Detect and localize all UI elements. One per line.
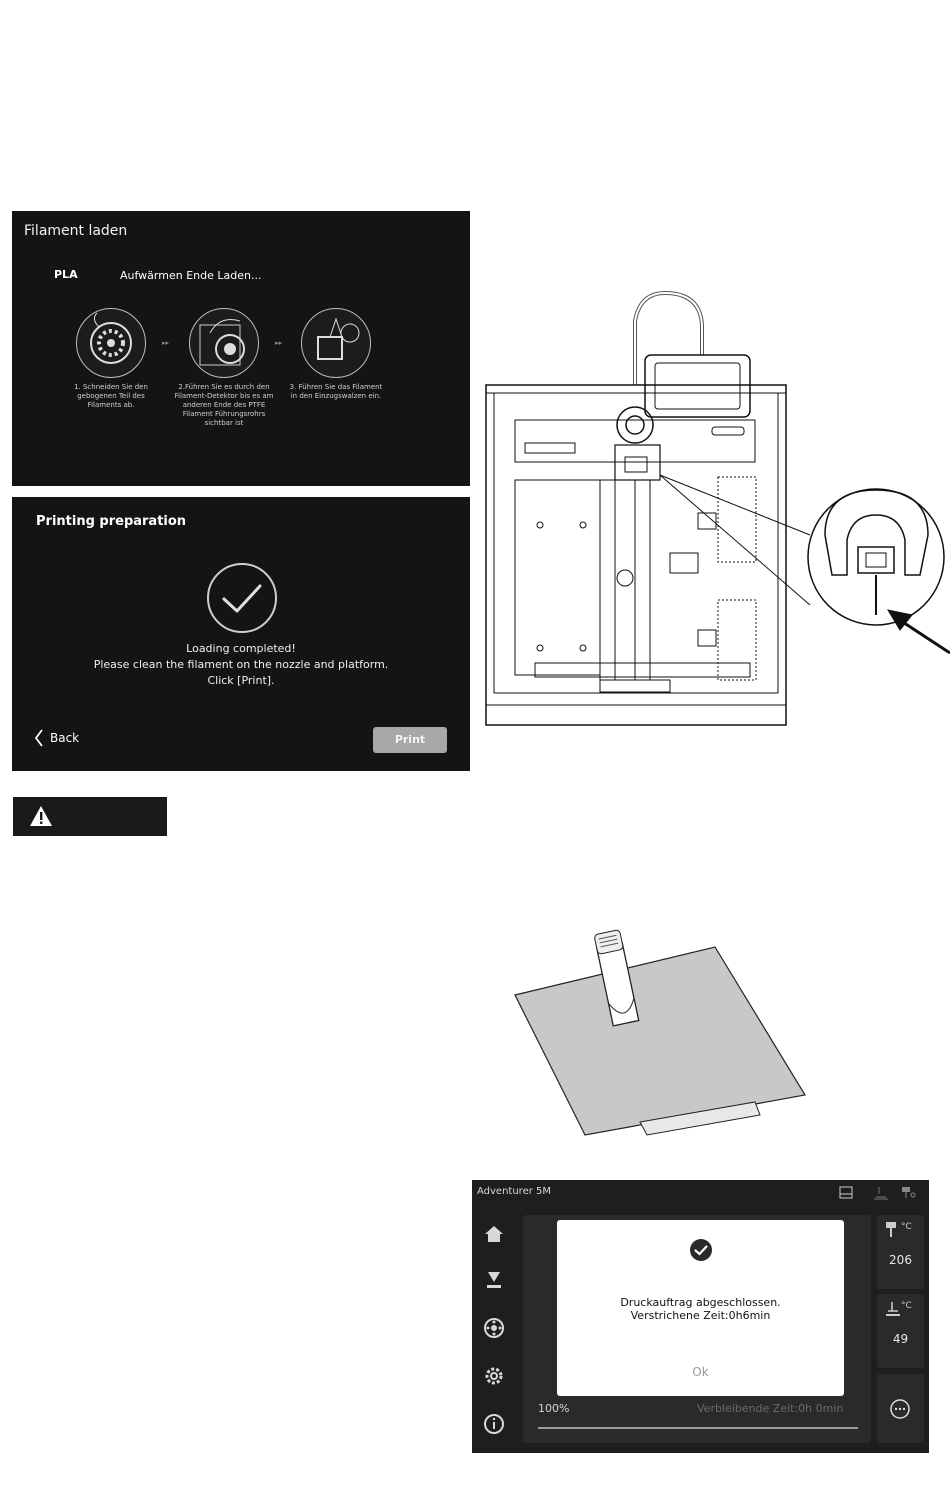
printer-touchscreen bbox=[472, 1180, 929, 1453]
bed-status-icon bbox=[872, 1185, 890, 1201]
more-icon bbox=[889, 1398, 911, 1420]
checkmark-icon bbox=[207, 563, 277, 633]
progress-percent: 100% bbox=[538, 1402, 570, 1415]
nozzle-temp-card[interactable] bbox=[877, 1215, 924, 1289]
step-2-illustration bbox=[189, 308, 259, 378]
nozzle-temp-unit: °C bbox=[901, 1222, 912, 1232]
bed-icon bbox=[884, 1300, 902, 1318]
step-1-illustration bbox=[76, 308, 146, 378]
remaining-time: Verbleibende Zeit:0h 0min bbox=[697, 1402, 844, 1415]
dialog-line1: Druckauftrag abgeschlossen. bbox=[620, 1296, 781, 1309]
bed-temp-value: 49 bbox=[892, 1332, 909, 1346]
more-card[interactable] bbox=[877, 1374, 924, 1443]
step-3-illustration bbox=[301, 308, 371, 378]
gear-icon[interactable] bbox=[482, 1364, 506, 1388]
step-arrow: ▸▸ bbox=[162, 339, 170, 347]
warning-icon bbox=[29, 805, 53, 827]
bed-temp-card[interactable] bbox=[877, 1294, 924, 1368]
panel-title: Filament laden bbox=[24, 223, 128, 239]
back-button[interactable] bbox=[34, 729, 79, 747]
nozzle-temp-value: 206 bbox=[889, 1253, 912, 1267]
info-icon[interactable] bbox=[482, 1412, 506, 1436]
dialog-message bbox=[557, 1296, 844, 1322]
print-complete-dialog bbox=[557, 1220, 844, 1396]
printing-preparation-panel bbox=[12, 497, 470, 771]
printer-model-title: Adventurer 5M bbox=[477, 1186, 552, 1197]
printer-illustration bbox=[480, 285, 950, 730]
chevron-left-icon bbox=[34, 729, 44, 747]
completion-message-line1: Loading completed! bbox=[186, 642, 296, 655]
warning-badge bbox=[13, 797, 167, 836]
completion-message-line3: Click [Print]. bbox=[207, 674, 275, 687]
nozzle-status-icon bbox=[900, 1185, 918, 1201]
back-label: Back bbox=[50, 731, 80, 745]
print-button[interactable]: Print bbox=[373, 727, 447, 753]
progress-bar bbox=[538, 1427, 858, 1429]
check-circle-icon bbox=[689, 1238, 713, 1262]
step-1-text: 1. Schneiden Sie den gebogenen Teil des Filaments ab. bbox=[74, 383, 148, 409]
step-arrow: ▸▸ bbox=[275, 339, 283, 347]
step-2-text: 2.Führen Sie es durch den Filament-Detektor bis es am anderen Ende des PTFE Filament Führungsrohrs sichtbar ist bbox=[174, 383, 274, 427]
print-icon[interactable] bbox=[482, 1268, 506, 1292]
completion-message-line2: Please clean the filament on the nozzle and platform. bbox=[93, 658, 389, 671]
storage-icon bbox=[838, 1185, 854, 1201]
build-plate-illustration bbox=[505, 925, 825, 1150]
step-3-text: 3. Führen Sie das Filament in den Einzugswalzen ein. bbox=[289, 383, 383, 400]
filament-loading-panel bbox=[12, 211, 470, 486]
loading-status: Aufwärmen Ende Laden... bbox=[120, 269, 262, 282]
nozzle-icon bbox=[885, 1221, 899, 1239]
home-icon[interactable] bbox=[482, 1222, 506, 1246]
filament-icon[interactable] bbox=[482, 1316, 506, 1340]
progress-bar-fill bbox=[538, 1427, 858, 1429]
material-label: PLA bbox=[54, 268, 78, 281]
panel-title: Printing preparation bbox=[36, 514, 187, 529]
dialog-line2: Verstrichene Zeit:0h6min bbox=[630, 1309, 771, 1322]
ok-button[interactable]: Ok bbox=[692, 1365, 709, 1379]
bed-temp-unit: °C bbox=[901, 1301, 912, 1311]
